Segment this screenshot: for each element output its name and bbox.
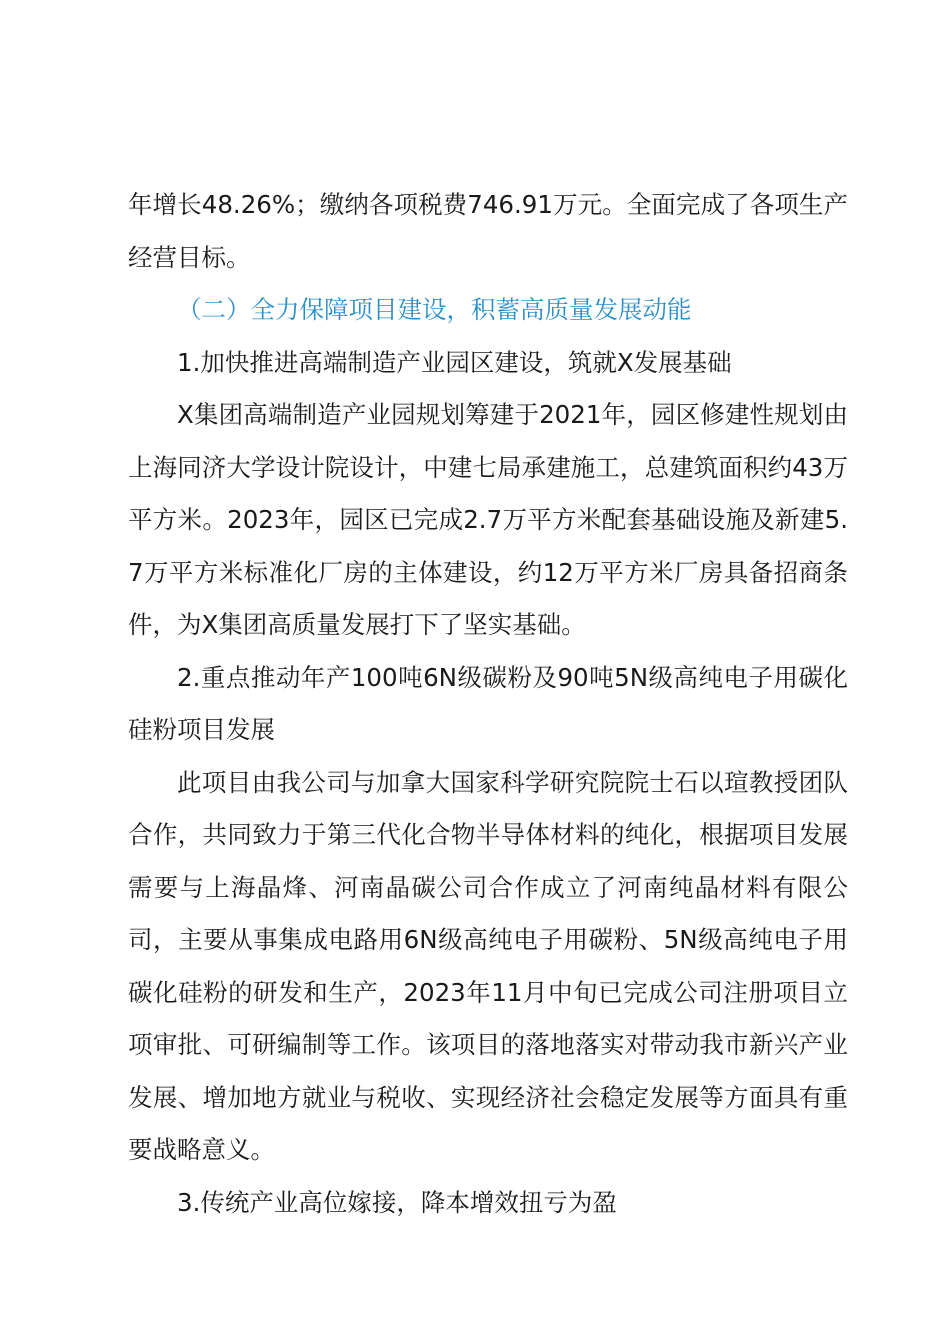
subsection-heading-3: 3.传统产业高位嫁接，降本增效扭亏为盈 [177,1187,617,1217]
subsection-heading-2: 2.重点推动年产100吨6N级碳粉及90吨5N级高纯电子用碳化硅粉项目发展 [128,662,848,744]
paragraph-continuation: 年增长48.26%；缴纳各项税费746.91万元。全面完成了各项生产经营目标。 [128,190,848,272]
document-body [128,179,848,1229]
paragraph-industrial-park: X集团高端制造产业园规划筹建于2021年，园区修建性规划由上海同济大学设计院设计，中建七局承建施工，总建筑面积约43万平方米。2023年，园区已完成2.7万平方米配套基础设施及新建5.7万平方米标准化厂房的主体建设，约12万平方米厂房具备招商条件，为X集团高质量发展打下了坚实基础。 [128,400,848,639]
section-heading: （二）全力保障项目建设，积蓄高质量发展动能 [177,295,692,324]
subsection-heading-1: 1.加快推进高端制造产业园区建设，筑就X发展基础 [177,347,732,377]
paragraph-carbon-powder-project: 此项目由我公司与加拿大国家科学研究院院士石以瑄教授团队合作，共同致力于第三代化合物半导体材料的纯化，根据项目发展需要与上海晶烽、河南晶碳公司合作成立了河南纯晶材料有限公司，主要从事集成电路用6N级高纯电子用碳粉、5N级高纯电子用碳化硅粉的研发和生产，2023年11月中旬已完成公司注册项目立项审批、可研编制等工作。该项目的落地落实对带动我市新兴产业发展、增加地方就业与税收、实现经济社会稳定发展等方面具有重要战略意义。 [128,767,848,1164]
